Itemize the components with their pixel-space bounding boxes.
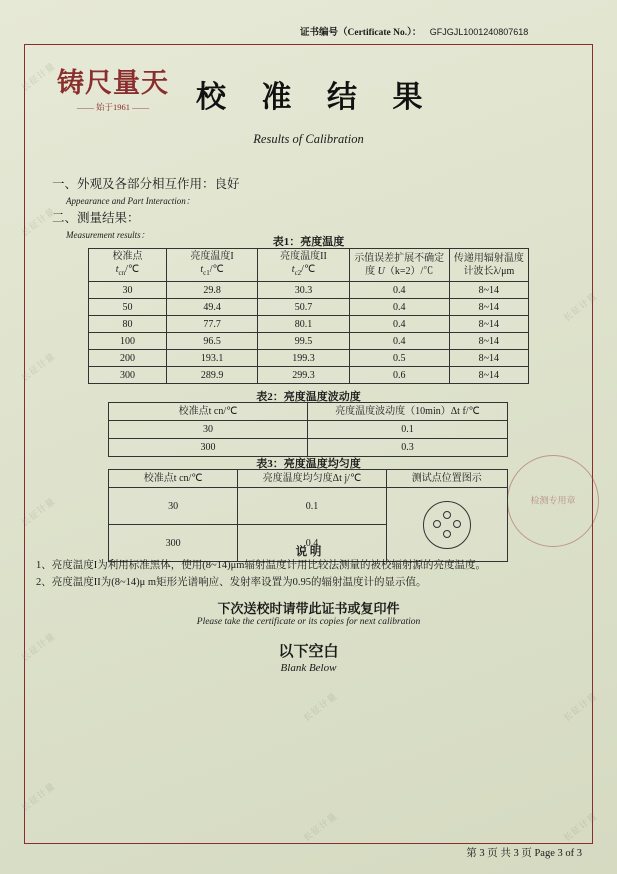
page-footer: 第 3 页 共 3 页 Page 3 of 3 — [466, 848, 582, 859]
cell: 30 — [89, 282, 167, 299]
table1-caption: 表1：亮度温度 — [272, 236, 345, 248]
table1-col-1 — [166, 249, 257, 282]
company-logo — [52, 68, 174, 113]
certificate-number — [300, 24, 528, 38]
cell: 300 — [109, 439, 308, 457]
certificate-number-value: GFJGJL1001240807618 — [429, 27, 529, 37]
cell: 8~14 — [449, 316, 528, 333]
table-brightness-temperature — [88, 248, 529, 384]
table2-col-0: 校准点t cn/℃ — [109, 403, 308, 421]
cell: 8~14 — [449, 350, 528, 367]
watermark: 长征计量 — [301, 690, 340, 724]
table1-col-2-unit: /℃ — [301, 264, 316, 275]
cell: 30.3 — [258, 282, 349, 299]
page-title-en: Results of Calibration — [253, 132, 364, 146]
watermark: 长征计量 — [19, 350, 58, 384]
watermark: 长征计量 — [19, 495, 58, 529]
table1-col-0 — [89, 249, 167, 282]
section-appearance — [52, 174, 240, 207]
table2-col-1: 亮度温度波动度（10min）Δt f/℃ — [308, 403, 508, 421]
point-marker — [433, 520, 441, 528]
cell: 299.3 — [258, 367, 349, 384]
table-header-row — [109, 470, 508, 488]
table-row — [89, 316, 529, 333]
table1-col-0-sym: t — [115, 264, 119, 275]
table3-col-0: 校准点t cn/℃ — [109, 470, 238, 488]
logo-text: 铸尺量天 — [57, 68, 169, 98]
table-row — [89, 333, 529, 350]
cell: 8~14 — [449, 299, 528, 316]
table2-caption: 表2：亮度温度波动度 — [256, 391, 361, 403]
logo-subtext: —— 始于1961 —— — [76, 102, 150, 112]
table-row — [89, 282, 529, 299]
next-calibration-cn: 下次送校时请带此证书或复印件 — [217, 601, 400, 616]
cell: 0.3 — [308, 439, 508, 457]
table1-col-0-unit: /℃ — [125, 264, 140, 275]
cell: 100 — [89, 333, 167, 350]
table-row — [89, 299, 529, 316]
cell: 199.3 — [258, 350, 349, 367]
table-row — [109, 421, 508, 439]
table1-col-4: 传递用辐射温度计波长λ/μm — [449, 249, 528, 282]
table1-col-2-sym: t — [291, 264, 295, 275]
section-appearance-cn: 一、外观及各部分相互作用：良好 — [52, 177, 240, 191]
cell: 80.1 — [258, 316, 349, 333]
cell: 289.9 — [166, 367, 257, 384]
note-item: 1、亮度温度I为利用标准黑体，使用(8~14)μm辐射温度计用比较法测量的被校辐射源的亮度温度。 — [36, 560, 486, 571]
table-row — [89, 367, 529, 384]
table1-col-1-sym: t — [200, 264, 204, 275]
blank-below-en: Blank Below — [280, 662, 337, 674]
table1-col-3-sym: U — [377, 266, 385, 277]
table-row — [109, 488, 508, 525]
cell: 0.1 — [238, 488, 386, 525]
notes-title: 说 明 — [295, 546, 322, 558]
table1-col-3-cn: 示值误差扩展不确定度 — [354, 253, 445, 277]
blank-below-cn: 以下空白 — [278, 644, 339, 660]
table3-caption: 表3：亮度温度均匀度 — [256, 458, 361, 470]
table-temperature-fluctuation — [108, 402, 508, 457]
next-calibration-en: Please take the certificate or its copies for next calibration — [196, 617, 421, 627]
table1-col-1-cn: 亮度温度I — [190, 251, 234, 262]
cell: 77.7 — [166, 316, 257, 333]
cell: 0.4 — [349, 299, 449, 316]
table-header-row — [109, 403, 508, 421]
cell: 0.6 — [349, 367, 449, 384]
cell: 300 — [89, 367, 167, 384]
point-marker — [443, 511, 451, 519]
cell: 50.7 — [258, 299, 349, 316]
measurement-points-diagram — [423, 501, 471, 549]
table1-col-3 — [349, 249, 449, 282]
cell: 8~14 — [449, 367, 528, 384]
note-item: 2、亮度温度II为(8~14)μ m矩形光谱响应、发射率设置为0.95的辐射温度计的显示值。 — [36, 577, 427, 588]
table1-col-0-sub: cn — [118, 269, 126, 277]
cell: 8~14 — [449, 333, 528, 350]
cell: 99.5 — [258, 333, 349, 350]
watermark: 长征计量 — [19, 780, 58, 814]
cell: 30 — [109, 488, 238, 525]
cell: 0.1 — [308, 421, 508, 439]
cell: 0.5 — [349, 350, 449, 367]
section-measurement-cn: 二、测量结果： — [52, 211, 140, 225]
cell: 0.4 — [238, 525, 386, 562]
table1-col-3-unit: （k=2）/℃ — [384, 266, 434, 277]
table3-col-2: 测试点位置图示 — [386, 470, 507, 488]
table1-col-1-unit: /℃ — [209, 264, 224, 275]
cell: 0.4 — [349, 333, 449, 350]
table-header-row — [89, 249, 529, 282]
watermark: 长征计量 — [19, 630, 58, 664]
table1-col-2 — [258, 249, 349, 282]
seal-text: 检测专用章 — [530, 495, 576, 506]
page-title: 校 准 结 果 — [196, 81, 437, 114]
table1-col-1-sub: c1 — [203, 269, 210, 277]
cell: 30 — [109, 421, 308, 439]
cell: 50 — [89, 299, 167, 316]
watermark: 长征计量 — [561, 810, 600, 844]
cell: 8~14 — [449, 282, 528, 299]
point-marker — [443, 530, 451, 538]
table-row — [109, 439, 508, 457]
watermark: 长征计量 — [561, 290, 600, 324]
table3-col-1: 亮度温度均匀度Δt j/℃ — [238, 470, 386, 488]
table1-col-2-cn: 亮度温度II — [280, 251, 327, 262]
table1-col-0-cn: 校准点 — [112, 251, 143, 262]
cell: 0.4 — [349, 282, 449, 299]
cell: 200 — [89, 350, 167, 367]
cell: 80 — [89, 316, 167, 333]
cell: 300 — [109, 525, 238, 562]
cell: 0.4 — [349, 316, 449, 333]
cell: 29.8 — [166, 282, 257, 299]
watermark: 长征计量 — [561, 690, 600, 724]
watermark: 长征计量 — [19, 60, 58, 94]
cell: 49.4 — [166, 299, 257, 316]
watermark: 长征计量 — [19, 205, 58, 239]
point-marker — [453, 520, 461, 528]
watermark: 长征计量 — [301, 810, 340, 844]
section-appearance-en: Appearance and Part Interaction： — [66, 196, 195, 206]
cell: 193.1 — [166, 350, 257, 367]
table-row — [89, 350, 529, 367]
section-measurement-en: Measurement results： — [66, 230, 150, 240]
cell: 96.5 — [166, 333, 257, 350]
certificate-number-label: 证书编号（Certificate No.）： — [300, 28, 422, 38]
table1-col-2-sub: c2 — [294, 269, 302, 277]
